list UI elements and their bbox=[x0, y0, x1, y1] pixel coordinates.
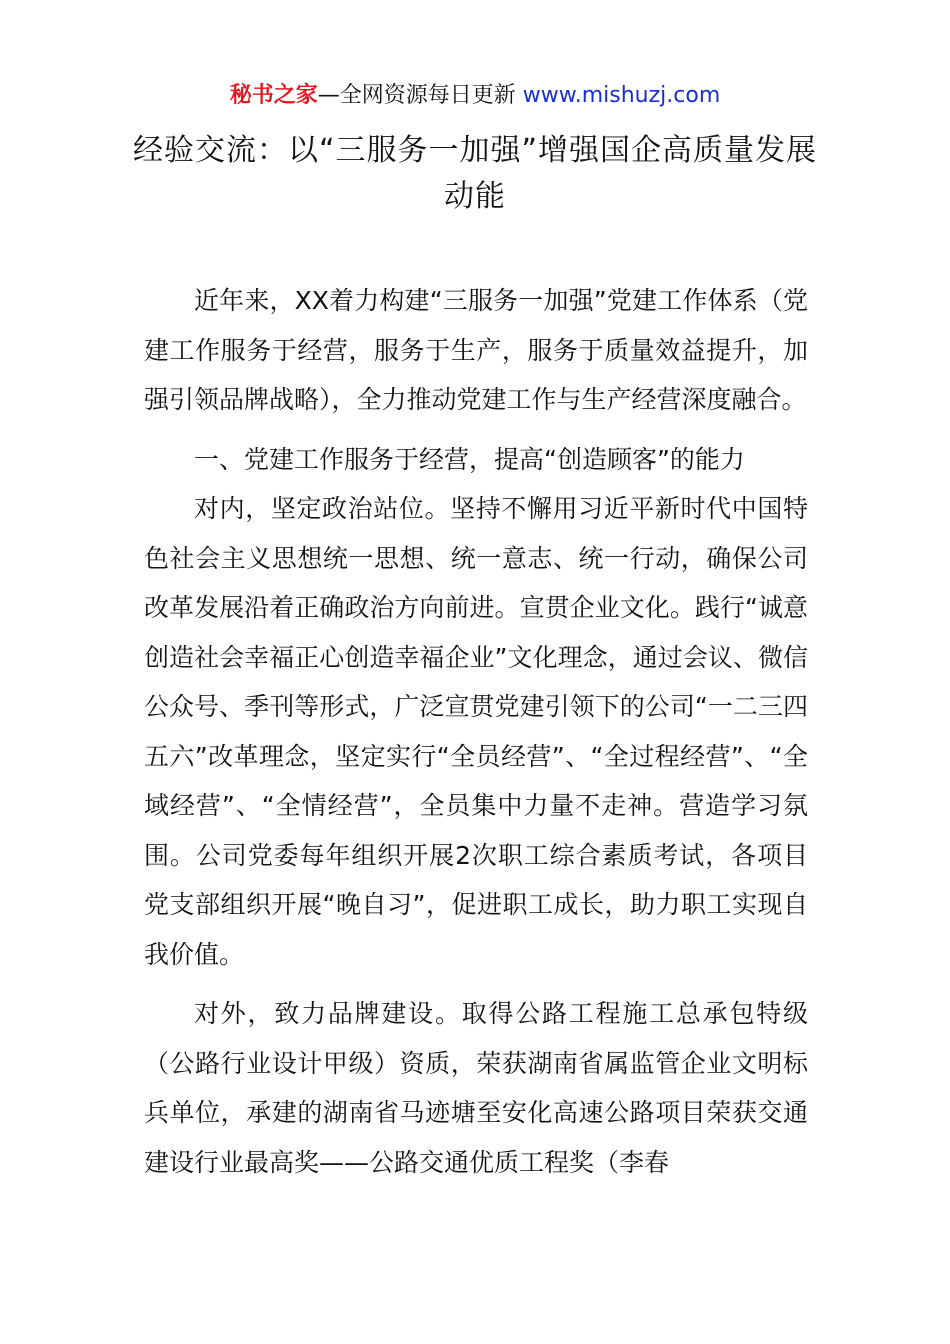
site-tagline: —全网资源每日更新 bbox=[317, 83, 523, 108]
site-header bbox=[0, 80, 950, 112]
paragraph-internal: 对内，坚定政治站位。坚持不懈用习近平新时代中国特色社会主义思想统一思想、统一意志、统一行动，确保公司改革发展沿着正确政治方向前进。宣贯企业文化。践行“诚意创造社会幸福正心创造幸福企业”文化理念，通过会议、微信公众号、季刊等形式，广泛宣贯党建引领下的公司“一二三四五六”改革理念，坚定实行“全员经营”、“全过程经营”、“全域经营”、“全情经营”，全员集中力量不走神。营造学习氛围。公司党委每年组织开展2次职工综合素质考试，各项目党支部组织开展“晚自习”，促进职工成长，助力职工实现自我价值。 bbox=[144, 494, 808, 969]
site-url-link[interactable]: www.mishuzj.com bbox=[522, 83, 721, 108]
section-heading-1: 一、党建工作服务于经营，提高“创造顾客”的能力 bbox=[194, 444, 745, 474]
paragraph-external: 对外，致力品牌建设。取得公路工程施工总承包特级（公路行业设计甲级）资质，荣获湖南省属监管企业文明标兵单位，承建的湖南省马迹塘至安化高速公路项目荣获交通建设行业最高奖——公路交通优质工程奖（李春 bbox=[144, 999, 808, 1177]
document-body bbox=[144, 276, 808, 1187]
paragraph-intro: 近年来，XX着力构建“三服务一加强”党建工作体系（党建工作服务于经营，服务于生产，服务于质量效益提升，加强引领品牌战略），全力推动党建工作与生产经营深度融合。 bbox=[144, 286, 808, 414]
site-brand: 秘书之家 bbox=[229, 83, 318, 108]
document-title: 经验交流：以“三服务一加强”增强国企高质量发展动能 bbox=[132, 133, 818, 214]
